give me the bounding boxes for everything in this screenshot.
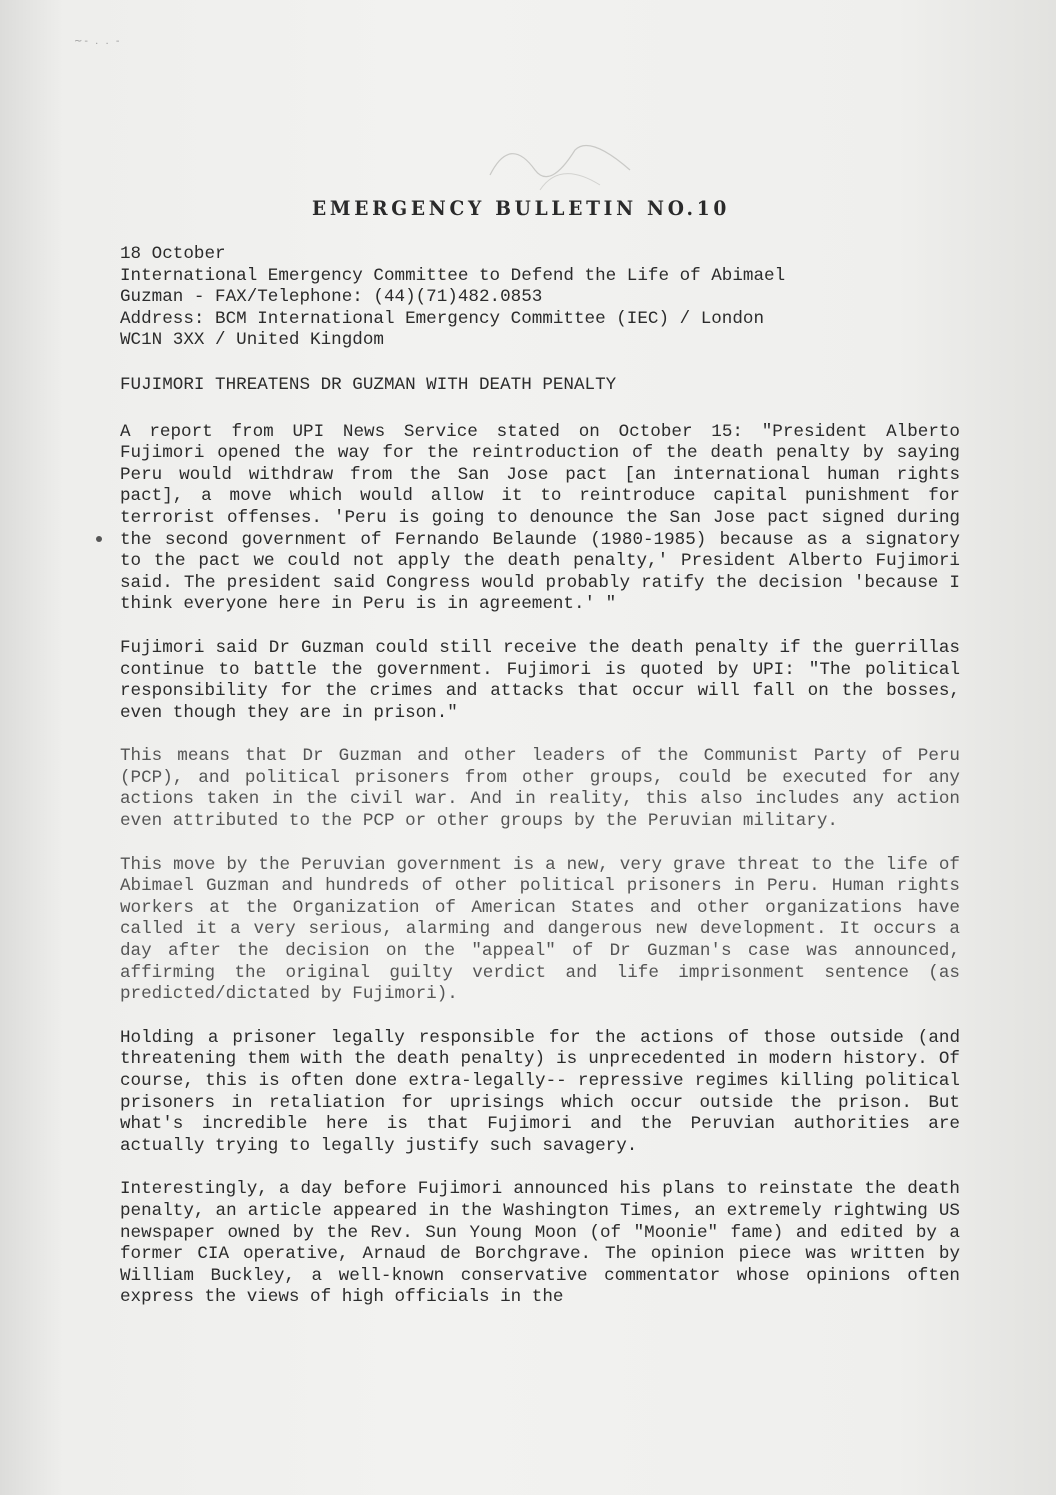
- headline: FUJIMORI THREATENS DR GUZMAN WITH DEATH PENALTY: [120, 374, 617, 395]
- address-line: Address: BCM International Emergency Committee (IEC) / London: [120, 308, 765, 329]
- address-line-2: WC1N 3XX / United Kingdom: [120, 330, 384, 351]
- paragraph-implications: This means that Dr Guzman and other leaders of the Communist Party of Peru (PCP), and political prisoners from other groups, could be executed for any actions taken in the civil war. And in reality, this also includes any action even attributed to the PCP or other groups by the Peruvian military.: [120, 746, 960, 832]
- pencil-scribble-mark: [480, 130, 640, 200]
- paragraph-legal-responsibility: Holding a prisoner legally responsible for the actions of those outside (and threatening them with the death penalty) is unprecedented in modern history. Of course, this is often done extra-legally-- repressive regimes killing political prisoners in retaliation for uprisings which occur outside the prison. But what's incredible here is that Fujimori and the Peruvian authorities are actually trying to legally justify such savagery.: [120, 1027, 960, 1156]
- paragraph-grave-threat: This move by the Peruvian government is a new, very grave threat to the life of Abimael Guzman and hundreds of other political prisoners in Peru. Human rights workers at the Organization of American States and other organizations have called it a very serious, alarming and dangerous new development. It occurs a day after the decision on the "appeal" of Dr Guzman's case was announced, affirming the original guilty verdict and life imprisonment sentence (as predicted/dictated by Fujimori).: [120, 854, 960, 1005]
- bulletin-body: [120, 244, 960, 1309]
- paragraph-washington-times: Interestingly, a day before Fujimori announced his plans to reinstate the death penalty, an article appeared in the Washington Times, an extremely rightwing US newspaper owned by the Rev. Sun Young Moon (of "Moonie" fame) and edited by a former CIA operative, Arnaud de Borchgrave. The opinion piece was written by William Buckley, a well-known conservative commentator whose opinions often express the views of high officials in the: [120, 1179, 960, 1308]
- bulletin-title: EMERGENCY BULLETIN NO.10: [312, 196, 731, 220]
- committee-line: International Emergency Committee to Defend the Life of Abimael: [120, 265, 786, 286]
- contact-line: Guzman - FAX/Telephone: (44)(71)482.0853: [120, 287, 543, 308]
- page-corner-mark: ~- . . -: [74, 36, 122, 47]
- bulletin-date: 18 October: [120, 244, 226, 264]
- paragraph-fujimori-quote: Fujimori said Dr Guzman could still receive the death penalty if the guerrillas continue to battle the government. Fujimori is quoted by UPI: "The political responsibility for the crimes and attacks that occur will fall on the bosses, even though they are in prison.": [120, 637, 960, 723]
- punch-hole-mark: [96, 536, 102, 542]
- paragraph-upi-report: A report from UPI News Service stated on October 15: "President Alberto Fujimori opened the way for the reintroduction of the death penalty by saying Peru would withdraw from the San Jose pact [an international human rights pact], a move which would allow it to reintroduce capital punishment for terrorist offenses. 'Peru is going to denounce the San Jose pact signed during the second government of Fernando Belaunde (1980-1985) because as a signatory to the pact we could not apply the death penalty,' President Alberto Fujimori said. The president said Congress would probably ratify the decision 'because I think everyone here in Peru is in agreement.' ": [120, 421, 960, 615]
